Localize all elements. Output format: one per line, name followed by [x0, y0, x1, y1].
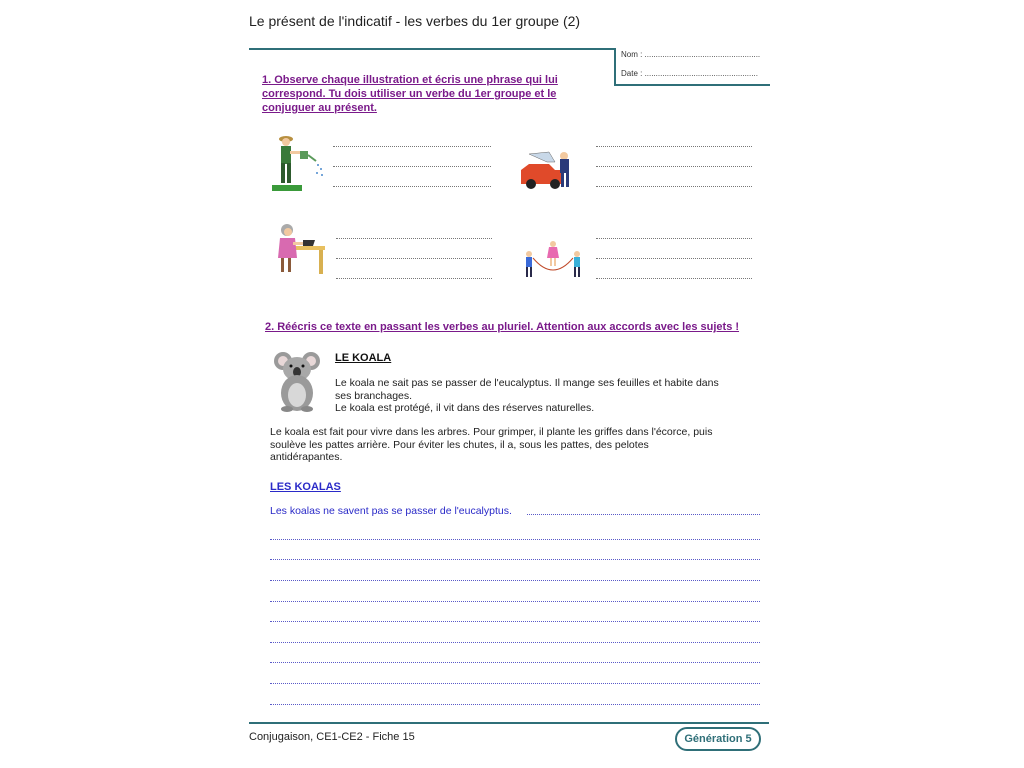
rewrite-line-1[interactable] [270, 539, 760, 540]
rewrite-line-3[interactable] [270, 580, 760, 581]
header-rule [249, 48, 615, 50]
gardener-watering-illustration [270, 133, 328, 193]
answer-first-line: Les koalas ne savent pas se passer de l'eucalyptus. [270, 505, 512, 517]
answer-line-3a[interactable] [336, 238, 492, 239]
publisher-badge: Génération 5 [675, 727, 761, 751]
koala-illustration [273, 349, 323, 413]
rewrite-line-7[interactable] [270, 662, 760, 663]
name-box-divider [614, 48, 616, 84]
rewrite-line-9[interactable] [270, 704, 760, 705]
grandmother-ironing-illustration [275, 220, 327, 276]
answer-title: LES KOALAS [270, 481, 341, 493]
answer-line-1a[interactable] [333, 146, 491, 147]
rewrite-line-5[interactable] [270, 621, 760, 622]
exercise-1-instruction-line2: correspond. Tu dois utiliser un verbe du 1er groupe et le [262, 88, 557, 100]
exercise-1-instruction-line3: conjuguer au présent. [262, 102, 377, 114]
rewrite-line-6[interactable] [270, 642, 760, 643]
answer-line-3c[interactable] [336, 278, 492, 279]
answer-line-3b[interactable] [336, 258, 492, 259]
rewrite-line-2[interactable] [270, 559, 760, 560]
exercise-1-instruction [262, 73, 582, 115]
koala-para1-line3: Le koala est protégé, il vit dans des réserves naturelles. [335, 402, 595, 414]
answer-line-4b[interactable] [596, 258, 752, 259]
answer-line-4c[interactable] [596, 278, 752, 279]
answer-line-2c[interactable] [596, 186, 752, 187]
koala-paragraph-2 [270, 426, 760, 464]
answer-line-2b[interactable] [596, 166, 752, 167]
rewrite-line-8[interactable] [270, 683, 760, 684]
koala-para2-line2: soulève les pattes arrière. Pour éviter les chutes, il a, sous les pattes, des pelotes [270, 438, 649, 451]
footer-rule [249, 722, 769, 724]
page-title: Le présent de l'indicatif - les verbes du 1er groupe (2) [249, 13, 581, 29]
koala-para1-line1: Le koala ne sait pas se passer de l'eucalyptus. Il mange ses feuilles et habite dans [335, 377, 719, 389]
koala-paragraph-1 [335, 377, 755, 415]
answer-line-first-fill[interactable] [527, 514, 760, 515]
exercise-2-instruction: 2. Réécris ce texte en passant les verbes au pluriel. Attention aux accords avec les sujets ! [265, 321, 740, 333]
answer-line-2a[interactable] [596, 146, 752, 147]
mechanic-car-illustration [519, 148, 581, 190]
answer-line-1c[interactable] [333, 186, 491, 187]
koala-para2-line1: Le koala est fait pour vivre dans les arbres. Pour grimper, il plante les griffes dans l'écorce, puis [270, 426, 713, 438]
rewrite-line-4[interactable] [270, 601, 760, 602]
exercise-1-instruction-line1: 1. Observe chaque illustration et écris une phrase qui lui [262, 74, 558, 86]
koala-para1-line2: ses branchages. [335, 389, 413, 402]
koala-para2-line3: antidérapantes. [270, 451, 343, 463]
answer-line-4a[interactable] [596, 238, 752, 239]
footer-reference: Conjugaison, CE1-CE2 - Fiche 15 [249, 731, 415, 743]
name-box-bottom-rule [614, 84, 770, 86]
children-jump-rope-illustration [521, 238, 585, 282]
nom-field: Nom : .................................................... [621, 50, 761, 59]
answer-line-1b[interactable] [333, 166, 491, 167]
date-field: Date : ................................................... [621, 69, 758, 78]
koala-text-title: LE KOALA [335, 352, 392, 364]
